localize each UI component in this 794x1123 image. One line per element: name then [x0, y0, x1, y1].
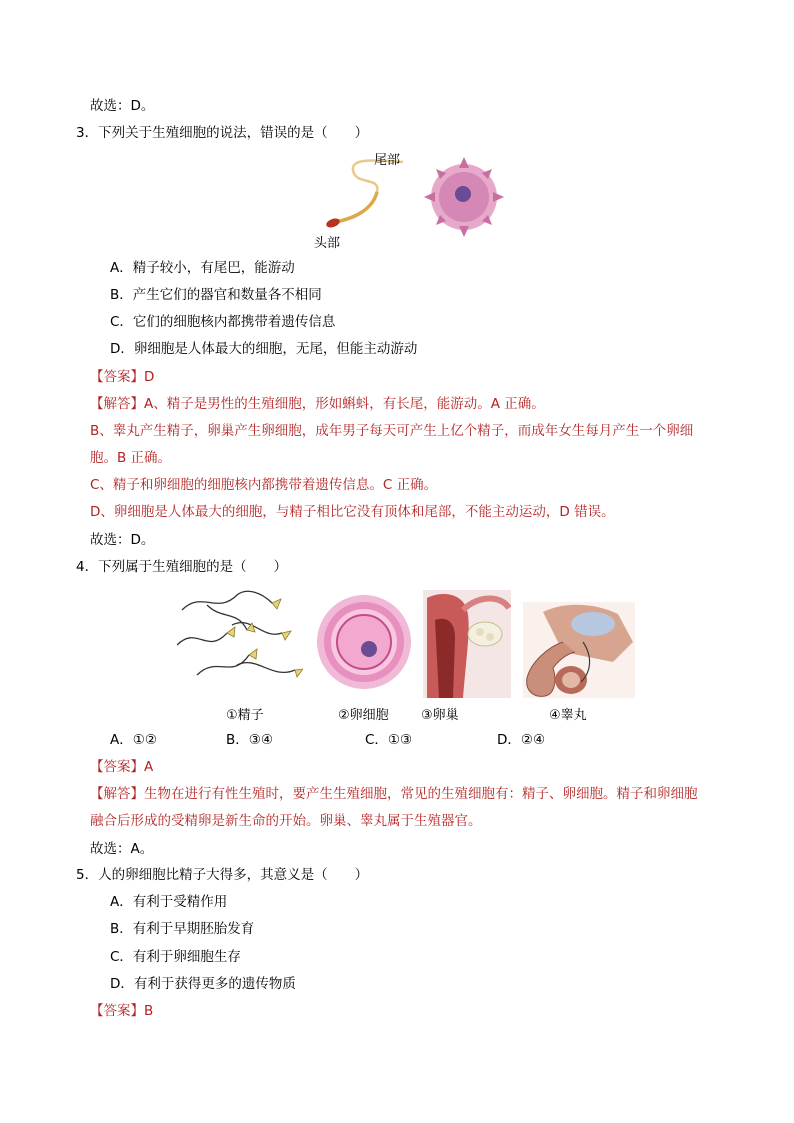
q3-option-c: C．它们的细胞核内都携带着遗传信息 — [110, 314, 336, 330]
answer-tag: 【答案】 — [90, 369, 144, 385]
q5-answer — [90, 1002, 153, 1020]
q3-option-a: A．精子较小，有尾巴，能游动 — [110, 260, 295, 276]
caption-testis: ④睾丸 — [549, 708, 587, 723]
q3-analysis-3: 胞。B 正确。 — [90, 450, 172, 466]
prev-conclusion: 故选：D。 — [90, 98, 155, 114]
q4-option-d: D．②④ — [497, 732, 546, 748]
tail-label: 尾部 — [374, 153, 401, 168]
analysis-tag: 【解答】 — [90, 786, 144, 802]
q5-option-c: C．有利于卵细胞生存 — [110, 949, 241, 965]
egg-cell-figure — [316, 594, 412, 690]
testis-figure — [523, 602, 635, 698]
q4-option-a: A．①② — [110, 732, 157, 748]
q5-stem: 5．人的卵细胞比精子大得多，其意义是（ ） — [76, 867, 369, 883]
q3-analysis-5: D、卵细胞是人体最大的细胞，与精子相比它没有顶体和尾部，不能主动运动，D 错误。 — [90, 504, 615, 520]
answer-value: B — [144, 1003, 154, 1019]
answer-value: A — [144, 759, 154, 775]
q4-answer — [90, 758, 153, 776]
ovary-figure — [423, 590, 511, 698]
answer-tag: 【答案】 — [90, 1003, 144, 1019]
q4-option-b: B．③④ — [226, 732, 273, 748]
egg-cell — [424, 157, 504, 237]
analysis-text: A、精子是男性的生殖细胞，形如蝌蚪，有长尾，能游动。A 正确。 — [144, 396, 545, 412]
caption-ovary: ③卵巢 — [421, 708, 459, 723]
q5-option-d: D．有利于获得更多的遗传物质 — [110, 976, 296, 992]
q3-analysis-2: B、睾丸产生精子，卵巢产生卵细胞，成年男子每天可产生上亿个精子，而成年女生每月产生一个卵细 — [90, 423, 694, 439]
q5-option-b: B．有利于早期胚胎发育 — [110, 921, 255, 937]
q4-analysis-2: 融合后形成的受精卵是新生命的开始。卵巢、睾丸属于生殖器官。 — [90, 813, 482, 829]
analysis-tag: 【解答】 — [90, 396, 144, 412]
caption-sperm: ①精子 — [226, 708, 264, 723]
sperm-figure — [177, 585, 303, 689]
q4-analysis-1 — [90, 785, 698, 803]
q3-figure-sperm-egg — [325, 146, 505, 250]
answer-value: D — [144, 369, 155, 385]
head-label: 头部 — [314, 236, 341, 251]
q4-stem: 4．下列属于生殖细胞的是（ ） — [76, 559, 288, 575]
q5-option-a: A．有利于受精作用 — [110, 894, 228, 910]
analysis-text: 生物在进行有性生殖时，要产生生殖细胞，常见的生殖细胞有：精子、卵细胞。精子和卵细胞 — [144, 786, 698, 802]
caption-egg: ②卵细胞 — [338, 708, 389, 723]
q4-option-c: C．①③ — [365, 732, 413, 748]
q3-conclusion: 故选：D。 — [90, 532, 155, 548]
q3-option-d: D．卵细胞是人体最大的细胞，无尾，但能主动游动 — [110, 341, 418, 357]
q4-conclusion: 故选：A。 — [90, 841, 154, 857]
answer-tag: 【答案】 — [90, 759, 144, 775]
q3-option-b: B．产生它们的器官和数量各不相同 — [110, 287, 322, 303]
q3-analysis-1 — [90, 395, 545, 413]
q3-analysis-4: C、精子和卵细胞的细胞核内都携带着遗传信息。C 正确。 — [90, 477, 438, 493]
q3-answer — [90, 368, 154, 386]
q3-stem: 3．下列关于生殖细胞的说法，错误的是（ ） — [76, 125, 369, 141]
